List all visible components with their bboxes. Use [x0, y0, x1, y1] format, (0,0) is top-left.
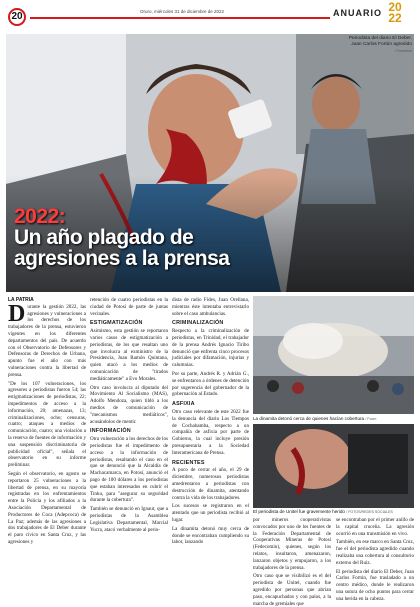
col2-paragraph-3: Otro caso involucra al diputado del Movimiento Al Socialismo (MAS), Adolfo Mendoza, quien tildó a los medios de comunicación de "mecanismos mediáticos", acusándolos de mentir. — [90, 384, 168, 425]
subhead-informacion: INFORMACIÓN — [90, 428, 131, 435]
col3-paragraph-3: Por su parte, Andrés R. y Adrián G., se enfrentaron a órdenes de detención por sugerencia del gobernador de la gobernación al Estado. — [172, 370, 249, 398]
col4b-paragraph-3: El periodista del diario El Deber, Juan Carlos Fortún, fue trasladado a un centro médico, donde le realizaron una sutura de ocho puntos para cerrar una herida en la cabeza. — [336, 568, 414, 602]
dynamite-caption-credit: / Fcom — [365, 417, 377, 421]
subhead-asfixia: ASFIXIA — [172, 401, 195, 408]
col1-paragraph-3: Según el observatorio, en agosto se reportaron 25 vulneraciones a la libertad de prensa, en su mayoría registradas en los enfrentamientos entre la Policía y los afiliados a la Asociación Departamental de Productores de Coca (Adepcoca) de La Paz; además de las agresiones a dos trabajadores de El Deber durante el paro cívico en Santa Cruz, y las agresiones y — [8, 470, 86, 545]
col4b-paragraph-2: También, en ese marco en Santa Cruz, fue el del periodista agredido cuando realizaba una cobertura al consultorio externo del Ruiz. — [336, 539, 415, 566]
col3-paragraph-4: Otro caso relevante de este 2022 fue la denuncia del diario Los Tiempos de Cochabamba, respecto a un compañía de asfixia por parte de Gobierno, la cual incluye presión presupuestaria a la Sociedad Interamericana de Prensa. — [172, 408, 249, 456]
article-column-3 — [172, 297, 249, 546]
injured-journalist-photo — [253, 424, 414, 508]
col3-paragraph-7: La dinamita detonó muy cerca de donde se encontraban cumpliendo su labor, lanzando — [172, 525, 249, 546]
main-photo-credit-line1: Periodista del diario El Deber, — [348, 36, 412, 41]
col3-paragraph-1: dista de radio Fides, Juan Orellana, mientras éste intentaba entrevistarlo sobre el caso ambulancias. — [172, 297, 249, 317]
byline: LA PATRIA — [8, 297, 34, 303]
subhead-recientes: RECIENTES — [172, 459, 205, 466]
article-column-4a — [253, 517, 331, 607]
col2-paragraph-4: Otra vulneración a los derechos de los periodistas fue el impedimento de acceso a la información de periodistas, resaltando el caso en el que se denunció que la Alcaldía de Machacamarca, en Potosí, anunció el pago de 100 dólares a los periodistas que estaban interesados en cubrir el Tinku, para "asegurar su seguridad durante la cobertura". — [90, 436, 168, 504]
header-rule — [30, 17, 330, 19]
col3-paragraph-5: A poco de cerrar el año, el 29 de diciembre, numerosos periodistas amedrentaron a periodistas con destrucción de dinamita, atentando contra la vida de los trabajadores. — [172, 467, 249, 501]
dynamite-photo-illustration — [253, 296, 414, 414]
year-logo-top: 20 — [388, 0, 402, 14]
dynamite-photo — [253, 296, 414, 414]
article-column-2 — [90, 297, 168, 533]
headline-line3: agresiones a la prensa — [14, 247, 230, 270]
main-photo-credit-line3: / Fcom/exe — [394, 49, 412, 53]
injured-caption-credit: / FOTOS/REDES SOCIALES — [346, 510, 393, 514]
col2-paragraph-2: Asimismo, esta gestión se reportaron varios casos de estigmatización a periodistas, de los que resaltan uno que involucra al exministro de la Presidencia, Juan Ramón Quintana, quien atacó a los medios de comunicación de "tirados mediáticamente" a Evo Morales. — [90, 328, 168, 382]
injured-caption-text: El periodista de Unitel fue gravemente herido — [253, 509, 345, 514]
year-logo — [380, 2, 410, 24]
headline — [14, 206, 229, 269]
subhead-estigmatizacion: ESTIGMATIZACIÓN — [90, 320, 143, 327]
drop-cap: D — [8, 300, 26, 327]
headline-line1: 2022: — [14, 205, 66, 228]
injured-journalist-illustration — [253, 424, 414, 508]
col3-paragraph-2: Respecto a la criminalización de periodistas, en Trinidad, el trabajador de la prensa Andrés Ignacio Tiribo denunció que enfrenta cinco procesos judiciales por difamación, injurias y calumnias. — [172, 328, 249, 369]
section-title: ANUARIO — [333, 8, 382, 18]
year-logo-bottom: 22 — [388, 11, 402, 25]
col4b-paragraph-1: se encontraban por el primer anillo de la capital cruceña. La agresión ocurrió en una transmisión en vivo. — [336, 517, 414, 537]
col3-paragraph-6: Los sucesos se registraron en el atentado que un periodista recibió al lugar. — [172, 503, 249, 523]
col2-paragraph-5: También se denunció en Ignaut, que a periodistas de la Asamblea Legislativa Departamental, Marcial Yucra, atacó verbalmente al perio- — [90, 506, 168, 533]
main-photo-credit-line2: Juan Carlos Fortún agredido — [351, 42, 412, 47]
subhead-criminalizacion: CRIMINALIZACIÓN — [172, 320, 224, 327]
article-column-4b — [336, 517, 415, 602]
col4a-paragraph-2: Otro caso que se visibilizó es el del periodista de Unitel, cuando fue agredido por personas que abrían paso, encapuchados y con palos, a la marcha de gremiales que — [253, 573, 331, 607]
injured-journalist-caption — [253, 508, 414, 516]
dynamite-photo-caption — [253, 414, 414, 423]
col2-paragraph-1: retención de cuatro periodistas en la ciudad de Potosí de parte de juntas vecinales. — [90, 297, 168, 317]
article-column-1 — [8, 297, 86, 545]
col4a-paragraph-1: por mineros cooperativistas convocados por uno de los fuentes de la Federación Departamental de Cooperativas Mineras de Potosí (Fedecomin), quienes, según los relatos, insultaron, amenazaron, lanzaron objetos y empujaron, a los trabajadores de la prensa. — [253, 517, 331, 571]
main-photo-credit — [280, 36, 412, 54]
header-date: Oruro, miércoles 31 de diciembre de 2022 — [140, 9, 225, 14]
page-number: 20 — [8, 8, 26, 26]
col1-paragraph-2: "De los 107 vulneraciones, los agresores a periodistas fueron 54; las estigmatizaciones de periodistas, 22; impedimentos de acceso a la información, 20; amenazas, 13; criminalizaciones, ocho; censuras, cuatro; ataques a medios de comunicación, cuatro; una violación a la reserva de fuentes de información y una suspensión discriminatoria de publicidad oficial", señala el observatorio en su informe preliminar. — [8, 380, 86, 469]
col1-paragraph-1-text: urante la gestión 2022, las agresiones y vulneraciones a los derechos de los trabajadores de la prensa, estuvieron vigentes en los diferentes departamentos del país. De acuerdo con el Observatorio de Defensores y Defensoras de Derechos de Urbana, apunto fue el año con más vulneraciones contra la libertad de prensa. — [8, 303, 86, 378]
headline-line2: Un año plagado de — [14, 226, 194, 249]
dynamite-caption-text: La dinamita detonó cerca de quienes hacían cobertura — [253, 416, 365, 421]
page-header — [0, 0, 420, 34]
